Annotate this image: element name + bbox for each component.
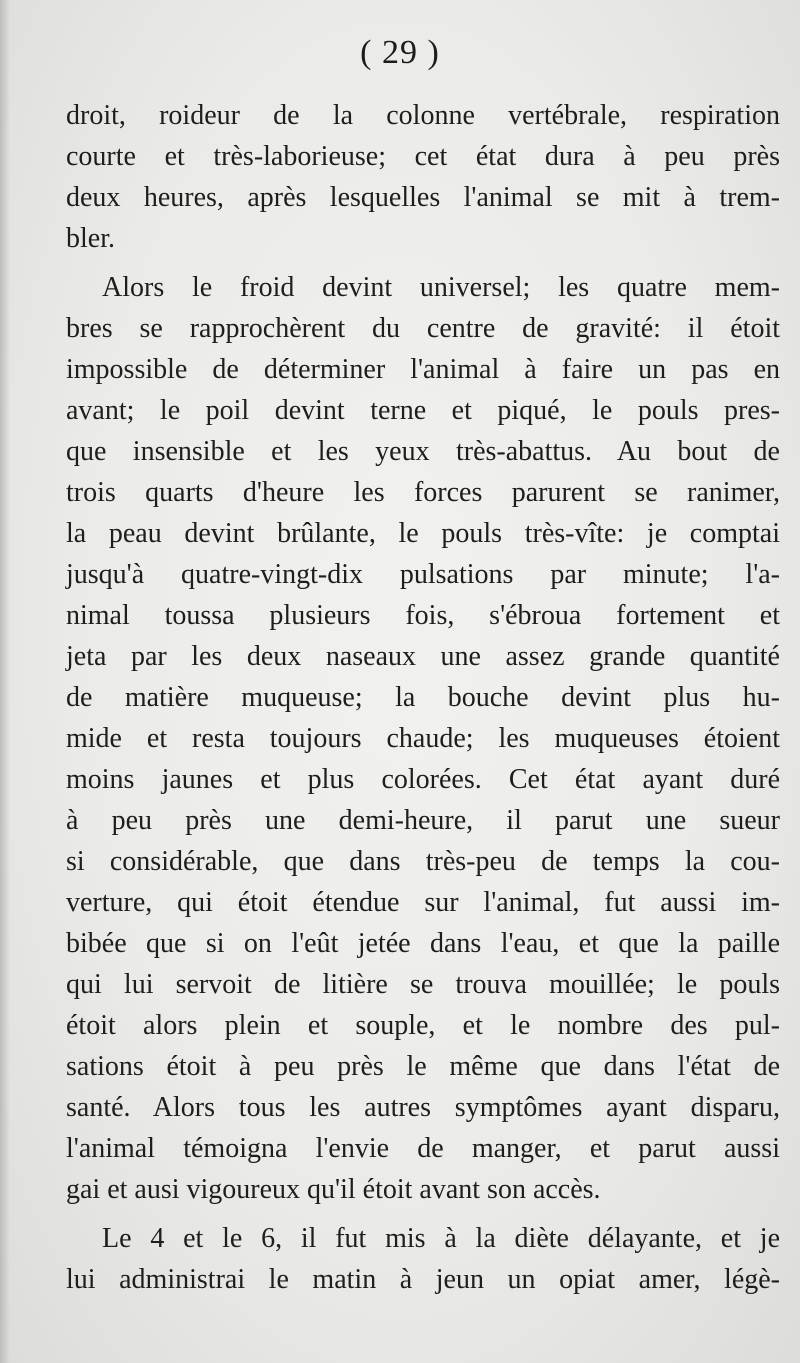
text-line: avant; le poil devint terne et piqué, le pouls pres- (66, 395, 780, 426)
text-line: impossible de déterminer l'animal à faire un pas en (66, 354, 780, 385)
text-line: bler. (66, 223, 115, 254)
text-line: lui administrai le matin à jeun un opiat amer, légè- (66, 1264, 780, 1295)
text-line: nimal toussa plusieurs fois, s'ébroua fortement et (66, 600, 780, 631)
text-line: bres se rapprochèrent du centre de gravité: il étoit (66, 313, 780, 344)
text-line: trois quarts d'heure les forces parurent se ranimer, (66, 477, 780, 508)
text-line: gai et ausi vigoureux qu'il étoit avant son accès. (66, 1174, 601, 1205)
text-line: droit, roideur de la colonne vertébrale, respiration (66, 100, 780, 131)
text-line: jeta par les deux naseaux une assez grande quantité (66, 641, 780, 672)
text-line: sations étoit à peu près le même que dans l'état de (66, 1051, 780, 1082)
text-line: mide et resta toujours chaude; les muqueuses étoient (66, 723, 780, 754)
text-line: la peau devint brûlante, le pouls très-vîte: je comptai (66, 518, 780, 549)
page-text (66, 95, 780, 1300)
text-line: jusqu'à quatre-vingt-dix pulsations par minute; l'a- (66, 559, 780, 590)
text-line: Le 4 et le 6, il fut mis à la diète délayante, et je (102, 1223, 780, 1254)
text-line: qui lui servoit de litière se trouva mouillée; le pouls (66, 969, 780, 1000)
text-line: à peu près une demi-heure, il parut une sueur (66, 805, 780, 836)
paragraph-2 (66, 267, 780, 1210)
text-line: moins jaunes et plus colorées. Cet état ayant duré (66, 764, 780, 795)
text-line: deux heures, après lesquelles l'animal se mit à trem- (66, 182, 780, 213)
text-line: si considérable, que dans très-peu de temps la cou- (66, 846, 780, 877)
text-line: étoit alors plein et souple, et le nombre des pul- (66, 1010, 780, 1041)
text-line: bibée que si on l'eût jetée dans l'eau, et que la paille (66, 928, 780, 959)
page-number: ( 29 ) (360, 34, 440, 71)
paragraph-1 (66, 95, 780, 259)
text-line: Alors le froid devint universel; les quatre mem- (102, 272, 780, 303)
paragraph-3 (66, 1218, 780, 1300)
text-line: que insensible et les yeux très-abattus. Au bout de (66, 436, 780, 467)
text-line: de matière muqueuse; la bouche devint plus hu- (66, 682, 780, 713)
text-line: santé. Alors tous les autres symptômes ayant disparu, (66, 1092, 780, 1123)
text-line: l'animal témoigna l'envie de manger, et parut aussi (66, 1133, 780, 1164)
text-line: verture, qui étoit étendue sur l'animal, fut aussi im- (66, 887, 780, 918)
text-line: courte et très-laborieuse; cet état dura à peu près (66, 141, 780, 172)
